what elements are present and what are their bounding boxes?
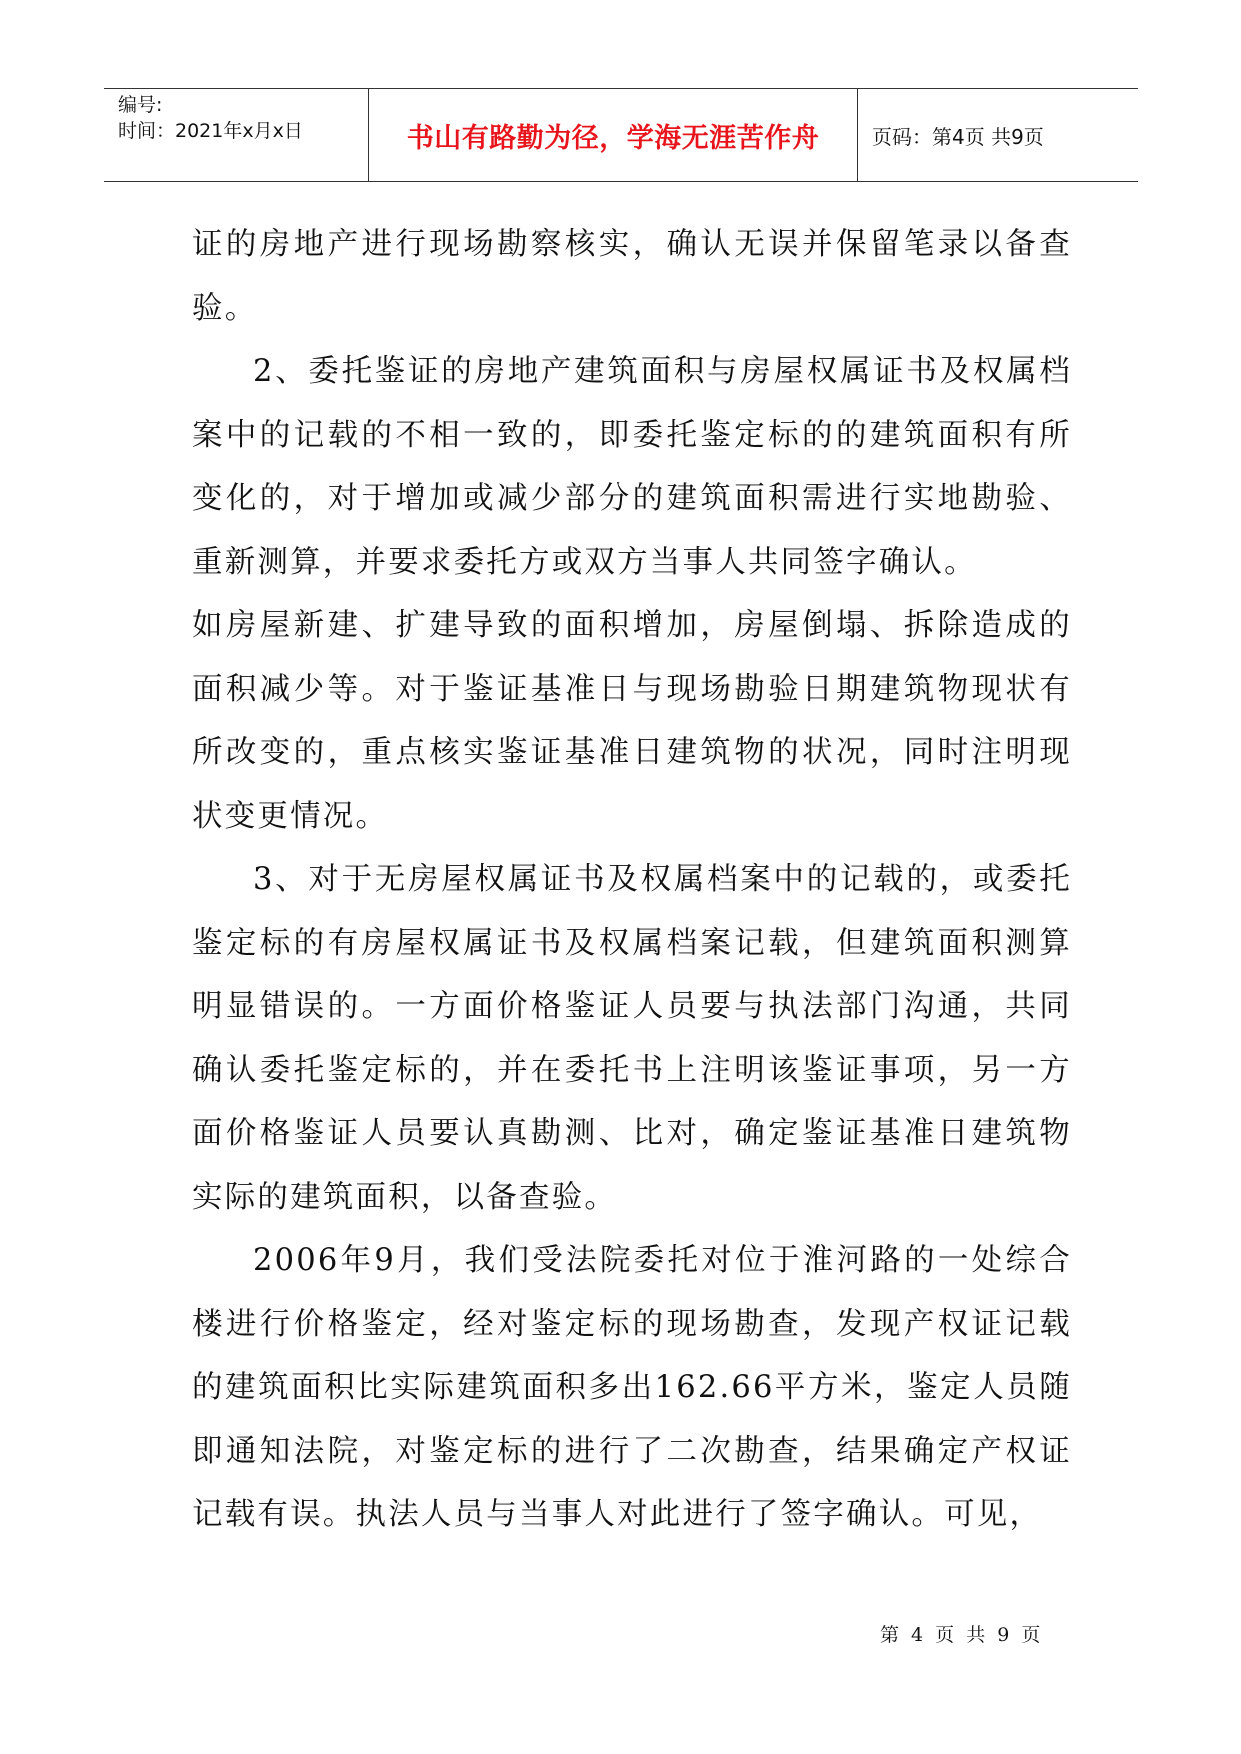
document-time-label: 时间：2021年x月x日 bbox=[118, 120, 303, 142]
page-footer: 第 4 页 共 9 页 bbox=[880, 1624, 1044, 1646]
header-meta bbox=[104, 89, 368, 181]
document-body bbox=[192, 213, 1072, 1547]
paragraph: 证的房地产进行现场勘察核实，确认无误并保留笔录以备查验。 bbox=[192, 227, 1072, 326]
paragraph: 2、委托鉴证的房地产建筑面积与房屋权属证书及权属档案中的记载的不相一致的，即委托鉴定标的的建筑面积有所变化的，对于增加或减少部分的建筑面积需进行实地勘验、重新测算，并要求委托方或双方当事人共同签字确认。 bbox=[192, 354, 1072, 580]
paragraph: 3、对于无房屋权属证书及权属档案中的记载的，或委托鉴定标的有房屋权属证书及权属档案记载，但建筑面积测算明显错误的。一方面价格鉴证人员要与执法部门沟通，共同确认委托鉴定标的，并在委托书上注明该鉴证事项，另一方面价格鉴证人员要认真勘测、比对，确定鉴证基准日建筑物实际的建筑面积，以备查验。 bbox=[192, 862, 1072, 1215]
header-motto: 书山有路勤为径，学海无涯苦作舟 bbox=[368, 89, 858, 181]
paragraph: 如房屋新建、扩建导致的面积增加，房屋倒塌、拆除造成的面积减少等。对于鉴证基准日与现场勘验日期建筑物现状有所改变的，重点核实鉴证基准日建筑物的状况，同时注明现状变更情况。 bbox=[192, 608, 1072, 834]
header-page-code: 页码：第4页 共9页 bbox=[872, 124, 1044, 149]
paragraph: 2006年9月，我们受法院委托对位于淮河路的一处综合楼进行价格鉴定，经对鉴定标的现场勘查，发现产权证记载的建筑面积比实际建筑面积多出162.66平方米，鉴定人员随即通知法院，对鉴定标的进行了二次勘查，结果确定产权证记载有误。执法人员与当事人对此进行了签字确认。可见， bbox=[192, 1243, 1072, 1532]
document-number-label: 编号: bbox=[118, 94, 163, 116]
page-header bbox=[104, 88, 1138, 182]
